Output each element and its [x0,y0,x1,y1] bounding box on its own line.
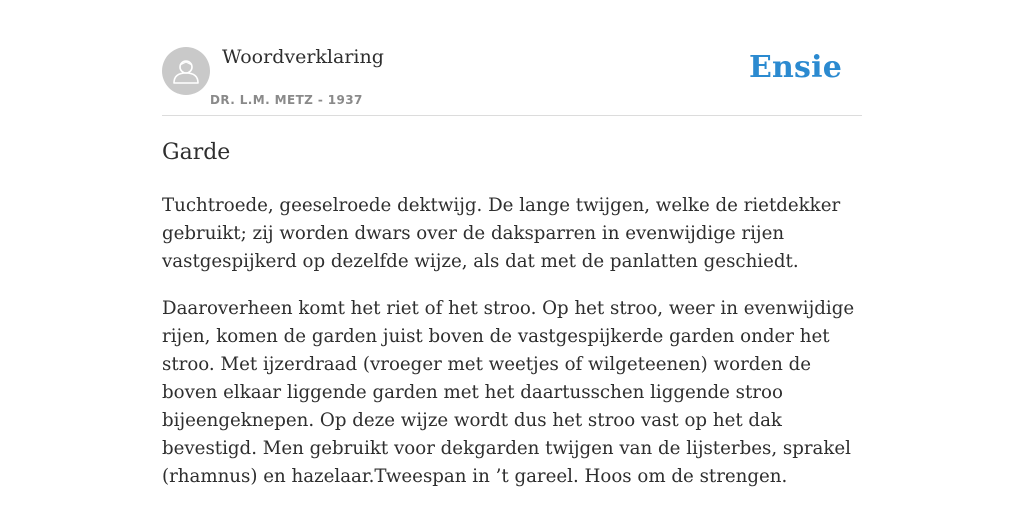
user-icon [162,47,210,95]
entry-paragraph: Daaroverheen komt het riet of het stroo. Op het stroo, weer in evenwijdige rijen, komen de garden juist boven de vastgespijkerde garden onder het stroo. Met ijzerdraad (vroeger met weetjes of wilgeteenen) worden de boven elkaar liggende garden met het daartusschen liggende stroo bijeengeknepen. Op deze wijze wordt dus het stroo vast op het dak bevestigd. Men gebruikt voor dekgarden twijgen van de lijsterbes, sprakel (rhamnus) en hazelaar.Tweespan in ’t gareel. Hoos om de strengen. [162,298,855,487]
entry-header [162,0,862,116]
entry-body [162,192,866,510]
entry-term: Garde [162,140,231,165]
ensie-logo[interactable]: Ensie [748,50,842,85]
source-title[interactable]: Woordverklaring [222,46,384,68]
source-author-year: DR. L.M. METZ - 1937 [210,93,363,107]
entry-card [162,0,862,487]
source-avatar [162,47,210,95]
entry-paragraph: Tuchtroede, geeselroede dektwijg. De lange twijgen, welke de rietdekker gebruikt; zij worden dwars over de daksparren in evenwijdige rijen vastgespijkerd op dezelfde wijze, als dat met de panlatten geschiedt. [162,195,841,272]
